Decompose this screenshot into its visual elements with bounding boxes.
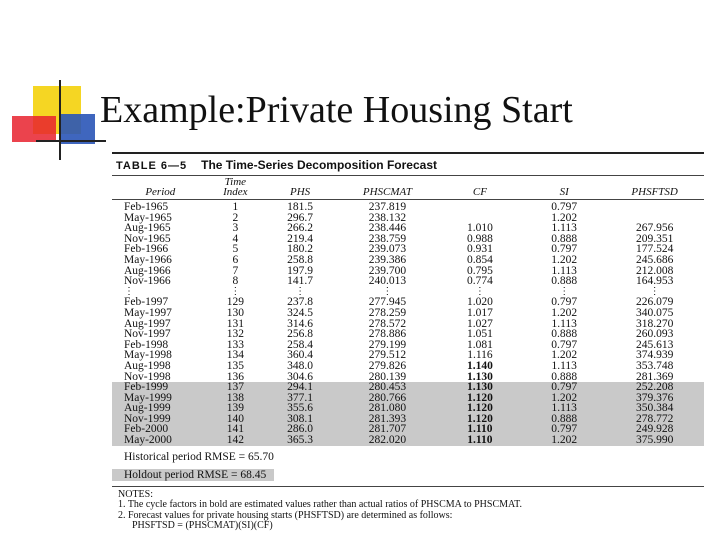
historical-rmse: Historical period RMSE = 65.70 xyxy=(124,450,274,463)
cell-phs: 294.1 xyxy=(262,382,338,393)
cell-fc: 249.928 xyxy=(605,424,704,435)
cell-si: 1.202 xyxy=(523,393,605,404)
cell-fc: 353.748 xyxy=(635,359,674,372)
cell-ti: 129 xyxy=(226,296,244,309)
header-si: SI xyxy=(559,186,569,198)
cell-fc: 318.270 xyxy=(635,317,674,330)
cell-fc: 212.008 xyxy=(635,264,674,277)
cell-period: Aug-1998 xyxy=(124,359,171,372)
cell-period: Feb-2000 xyxy=(112,424,209,435)
cell-cf: 1.017 xyxy=(466,306,493,319)
cell-ti: 137 xyxy=(209,382,262,393)
cell-phs: 258.8 xyxy=(287,253,313,266)
cell-period: Nov-1997 xyxy=(124,328,171,341)
cell-fc: 252.208 xyxy=(605,382,704,393)
rmse-block xyxy=(112,447,704,483)
table-row xyxy=(112,234,704,245)
cell-si: 0.797 xyxy=(551,296,578,309)
cell-cma: 279.512 xyxy=(368,349,407,362)
cell-si: 0.797 xyxy=(523,382,605,393)
cell-ellipsis: ⋮ xyxy=(230,285,241,297)
table-row xyxy=(112,276,704,287)
cell-cma: 279.826 xyxy=(368,359,407,372)
cell-cf: 0.795 xyxy=(466,264,493,277)
cell-period: May-1998 xyxy=(124,349,172,362)
cell-period: Feb-1997 xyxy=(124,296,169,309)
cell-ellipsis: ⋮ xyxy=(124,285,134,297)
cell-ti: 136 xyxy=(226,370,244,383)
note-2: 2. Forecast values for private housing starts (PHSFTSD) are determined as follows: xyxy=(118,509,453,521)
cell-fc: 164.953 xyxy=(635,275,674,288)
cell-cma: 281.080 xyxy=(338,403,437,414)
cell-cma: 240.013 xyxy=(368,275,407,288)
cell-fc xyxy=(605,202,704,213)
slide-title: Example:Private Housing Start xyxy=(100,89,573,131)
cell-phs: 304.6 xyxy=(287,370,313,383)
cell-cma: 281.707 xyxy=(338,424,437,435)
cell-cf: 1.051 xyxy=(466,328,493,341)
cell-si: 0.797 xyxy=(523,424,605,435)
cell-cf: 1.010 xyxy=(466,222,493,235)
cell-cma: 237.819 xyxy=(368,201,407,213)
header-time-index xyxy=(209,176,262,198)
table-row xyxy=(112,319,704,330)
cell-si: 1.113 xyxy=(551,222,577,235)
cell-ellipsis: ⋮ xyxy=(295,285,306,297)
cell-cma: 280.139 xyxy=(368,370,407,383)
header-row xyxy=(112,176,704,198)
holdout-rmse: Holdout period RMSE = 68.45 xyxy=(112,469,274,481)
cell-ti: 142 xyxy=(209,435,262,446)
cell-period: Feb-1965 xyxy=(124,201,169,213)
cell-si: 1.202 xyxy=(523,435,605,446)
table-row xyxy=(112,297,704,308)
cell-cma: 279.199 xyxy=(368,338,407,351)
cell-ti: 139 xyxy=(209,403,262,414)
cell-ti: 133 xyxy=(226,338,244,351)
cell-period: May-1997 xyxy=(124,306,172,319)
cell-ti: 4 xyxy=(232,232,239,245)
cell-fc: 379.376 xyxy=(605,393,704,404)
cell-period: May-1965 xyxy=(124,211,172,224)
cell-fc: 340.075 xyxy=(635,306,674,319)
header-time-index-line2: Index xyxy=(223,186,248,198)
cell-phs: 365.3 xyxy=(262,435,338,446)
cell-phs: 377.1 xyxy=(262,393,338,404)
cell-cf: 1.110 xyxy=(437,435,523,446)
cell-phs: 348.0 xyxy=(287,359,313,372)
cell-phs: 314.6 xyxy=(287,317,313,330)
cell-phs: 256.8 xyxy=(287,328,313,341)
cell-cma: 282.020 xyxy=(338,435,437,446)
cell-ellipsis: ⋮ xyxy=(474,285,485,297)
cell-fc: 260.093 xyxy=(635,328,674,341)
cell-cf: 1.120 xyxy=(437,414,523,425)
decor-horizontal-line xyxy=(36,140,106,142)
cell-phs: 219.4 xyxy=(287,232,313,245)
cell-si: 1.113 xyxy=(551,317,577,330)
cell-period: May-1999 xyxy=(112,393,209,404)
cell-fc: 209.351 xyxy=(635,232,674,245)
decor-red-square xyxy=(12,116,56,142)
cell-fc: 375.990 xyxy=(605,435,704,446)
cell-cma: 239.073 xyxy=(368,243,407,256)
cell-si: 0.797 xyxy=(551,243,578,256)
cell-cf: 1.116 xyxy=(467,349,493,362)
cell-ti: 141 xyxy=(209,424,262,435)
header-phs: PHS xyxy=(289,186,311,198)
cell-cma: 280.453 xyxy=(338,382,437,393)
table-row xyxy=(112,255,704,266)
cell-cma: 278.259 xyxy=(368,306,407,319)
cell-ellipsis: ⋮ xyxy=(382,285,393,297)
cell-phs: 141.7 xyxy=(287,275,313,288)
cell-period: Aug-1997 xyxy=(124,317,171,330)
cell-ti: 1 xyxy=(232,201,239,213)
cell-ti: 135 xyxy=(226,359,244,372)
cell-cma: 277.945 xyxy=(368,296,407,309)
table-row xyxy=(112,340,704,351)
cell-ellipsis: ⋮ xyxy=(649,285,660,297)
cell-si: 0.888 xyxy=(551,232,578,245)
cell-cma: 238.759 xyxy=(368,232,407,245)
cell-si: 0.888 xyxy=(551,275,578,288)
cell-phs: 324.5 xyxy=(287,306,313,319)
header-cf: CF xyxy=(472,186,487,198)
header-time-index-line1: Time xyxy=(224,176,247,188)
table-row xyxy=(112,213,704,224)
cell-fc: 226.079 xyxy=(635,296,674,309)
table-row xyxy=(112,435,704,446)
cell-cma: 239.700 xyxy=(368,264,407,277)
table-row xyxy=(112,350,704,361)
cell-cf: 1.027 xyxy=(466,317,493,330)
ellipsis-row xyxy=(112,287,704,298)
cell-period: Aug-1999 xyxy=(112,403,209,414)
decor-vertical-line xyxy=(59,80,61,160)
cell-ti: 7 xyxy=(232,264,239,277)
cell-cf: 1.140 xyxy=(466,359,493,372)
cell-si: 1.202 xyxy=(551,349,578,362)
cell-cf: 1.120 xyxy=(437,393,523,404)
table-row xyxy=(112,361,704,372)
cell-fc: 278.772 xyxy=(605,414,704,425)
cell-phs: 286.0 xyxy=(262,424,338,435)
cell-cma: 281.393 xyxy=(338,414,437,425)
table-row xyxy=(112,382,704,393)
cell-period: Feb-1999 xyxy=(112,382,209,393)
cell-cf: 1.081 xyxy=(466,338,493,351)
cell-ti: 6 xyxy=(232,253,239,266)
cell-si: 1.113 xyxy=(523,403,605,414)
notes-label: NOTES: xyxy=(118,488,153,500)
cell-cf: 1.110 xyxy=(437,424,523,435)
cell-period: Feb-1966 xyxy=(124,243,169,256)
cell-ti: 5 xyxy=(232,243,239,256)
cell-fc: 350.384 xyxy=(605,403,704,414)
cell-si: 0.888 xyxy=(551,328,578,341)
header-rule xyxy=(112,199,704,200)
table-row xyxy=(112,266,704,277)
cell-fc: 281.369 xyxy=(635,370,674,383)
cell-ti: 140 xyxy=(209,414,262,425)
cell-phs: 258.4 xyxy=(287,338,313,351)
decomposition-table xyxy=(112,152,704,532)
cell-period: Nov-1966 xyxy=(124,275,171,288)
cell-cma: 278.572 xyxy=(368,317,407,330)
cell-si: 1.202 xyxy=(551,306,578,319)
cell-cf: 0.854 xyxy=(466,253,493,266)
cell-si: 1.202 xyxy=(551,253,578,266)
cell-si: 1.113 xyxy=(551,264,577,277)
table-row xyxy=(112,329,704,340)
table-row xyxy=(112,414,704,425)
cell-si: 1.202 xyxy=(551,211,578,224)
cell-si: 0.797 xyxy=(551,201,578,213)
cell-phs: 360.4 xyxy=(287,349,313,362)
cell-period: Aug-1966 xyxy=(124,264,171,277)
cell-cma: 280.766 xyxy=(338,393,437,404)
table-body xyxy=(112,202,704,446)
cell-period: May-2000 xyxy=(112,435,209,446)
cell-phs: 237.8 xyxy=(287,296,313,309)
cell-ti: 130 xyxy=(226,306,244,319)
cell-cma: 278.886 xyxy=(368,328,407,341)
cell-fc: 245.686 xyxy=(635,253,674,266)
cell-ti: 134 xyxy=(226,349,244,362)
cell-cf: 1.130 xyxy=(437,382,523,393)
table-number: TABLE 6—5 xyxy=(116,160,188,172)
cell-si: 0.888 xyxy=(523,414,605,425)
cell-period: Nov-1998 xyxy=(124,370,171,383)
cell-period: Feb-1998 xyxy=(124,338,169,351)
cell-cf: 0.774 xyxy=(466,275,493,288)
cell-period: Nov-1965 xyxy=(124,232,171,245)
cell-ti: 8 xyxy=(232,275,239,288)
cell-period: Aug-1965 xyxy=(124,222,171,235)
table-row xyxy=(112,424,704,435)
cell-si: 0.797 xyxy=(551,338,578,351)
cell-phs: 180.2 xyxy=(287,243,313,256)
header-period: Period xyxy=(145,186,176,198)
table-title: The Time-Series Decomposition Forecast xyxy=(201,158,437,172)
cell-cf: 0.931 xyxy=(466,243,493,256)
cell-ti: 3 xyxy=(232,222,239,235)
cell-phs: 355.6 xyxy=(262,403,338,414)
table-row xyxy=(112,202,704,213)
cell-fc: 177.524 xyxy=(635,243,674,256)
cell-cma: 238.446 xyxy=(368,222,407,235)
cell-phs: 181.5 xyxy=(287,201,313,213)
cell-cf xyxy=(437,202,523,213)
header-phscmat: PHSCMAT xyxy=(362,186,412,198)
note-2-formula: PHSFTSD = (PHSCMAT)(SI)(CF) xyxy=(132,520,273,532)
cell-si: 0.888 xyxy=(551,370,578,383)
cell-ti: 131 xyxy=(226,317,244,330)
note-1: 1. The cycle factors in bold are estimated values rather than actual ratios of PHSCMA to PHSCMAT. xyxy=(118,499,522,511)
table-row xyxy=(112,244,704,255)
cell-ellipsis: ⋮ xyxy=(559,285,570,297)
cell-cf: 1.130 xyxy=(466,370,493,383)
cell-cf: 1.120 xyxy=(437,403,523,414)
cell-cf: 0.988 xyxy=(466,232,493,245)
cell-fc: 267.956 xyxy=(635,222,674,235)
table-notes xyxy=(112,487,704,532)
table-row xyxy=(112,308,704,319)
cell-period: Nov-1999 xyxy=(112,414,209,425)
table-caption xyxy=(112,154,704,175)
table-row xyxy=(112,223,704,234)
cell-cma: 239.386 xyxy=(368,253,407,266)
cell-cma: 238.132 xyxy=(368,211,407,224)
cell-ti: 138 xyxy=(209,393,262,404)
table-row xyxy=(112,393,704,404)
cell-si: 1.113 xyxy=(551,359,577,372)
cell-phs: 308.1 xyxy=(262,414,338,425)
table-row xyxy=(112,403,704,414)
cell-ti: 132 xyxy=(226,328,244,341)
cell-cf: 1.020 xyxy=(466,296,493,309)
cell-phs: 197.9 xyxy=(287,264,313,277)
table-row xyxy=(112,372,704,383)
cell-ti: 2 xyxy=(232,211,239,224)
cell-period: May-1966 xyxy=(124,253,172,266)
cell-fc: 374.939 xyxy=(635,349,674,362)
cell-phs: 296.7 xyxy=(287,211,313,224)
cell-phs: 266.2 xyxy=(287,222,313,235)
cell-fc: 245.613 xyxy=(635,338,674,351)
data-table xyxy=(112,176,704,446)
header-phsftsd: PHSFTSD xyxy=(631,186,678,198)
